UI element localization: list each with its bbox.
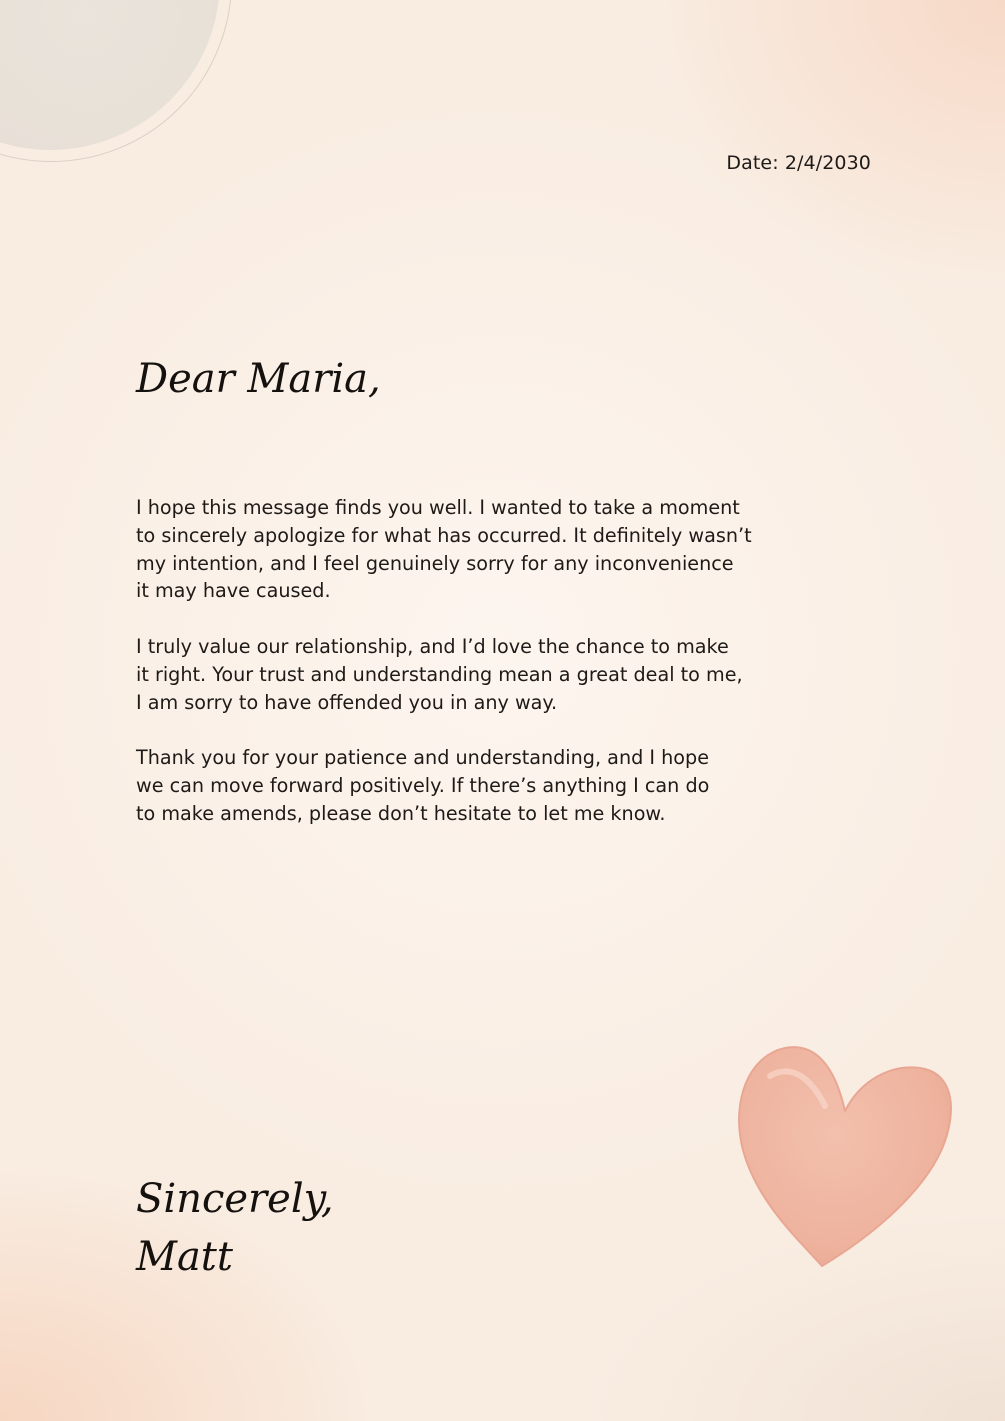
corner-decoration-edge bbox=[0, 0, 232, 162]
letter-paragraph: I hope this message finds you well. I wanted to take a moment to sincerely apologize for what has occurred. It definitely wasn’t my intention, and I feel genuinely sorry for any inconvenience it may have caused. bbox=[136, 496, 752, 603]
closing-text: Sincerely, bbox=[136, 1176, 334, 1222]
letter-paragraph: I truly value our relationship, and I’d love the chance to make it right. Your trust and understanding mean a great deal to me, I am sorry to have offended you in any way. bbox=[136, 634, 743, 714]
letter-body bbox=[136, 494, 756, 855]
letter-greeting: Dear Maria, bbox=[136, 356, 381, 402]
heart-icon bbox=[730, 1036, 960, 1276]
letter-signoff bbox=[136, 1170, 334, 1286]
letter-paragraph: Thank you for your patience and understanding, and I hope we can move forward positively. If there’s anything I can do to make amends, please don’t hesitate to let me know. bbox=[136, 746, 710, 825]
signature-name: Matt bbox=[136, 1234, 233, 1280]
letter-date: Date: 2/4/2030 bbox=[726, 152, 871, 174]
heart-shape bbox=[739, 1047, 951, 1266]
